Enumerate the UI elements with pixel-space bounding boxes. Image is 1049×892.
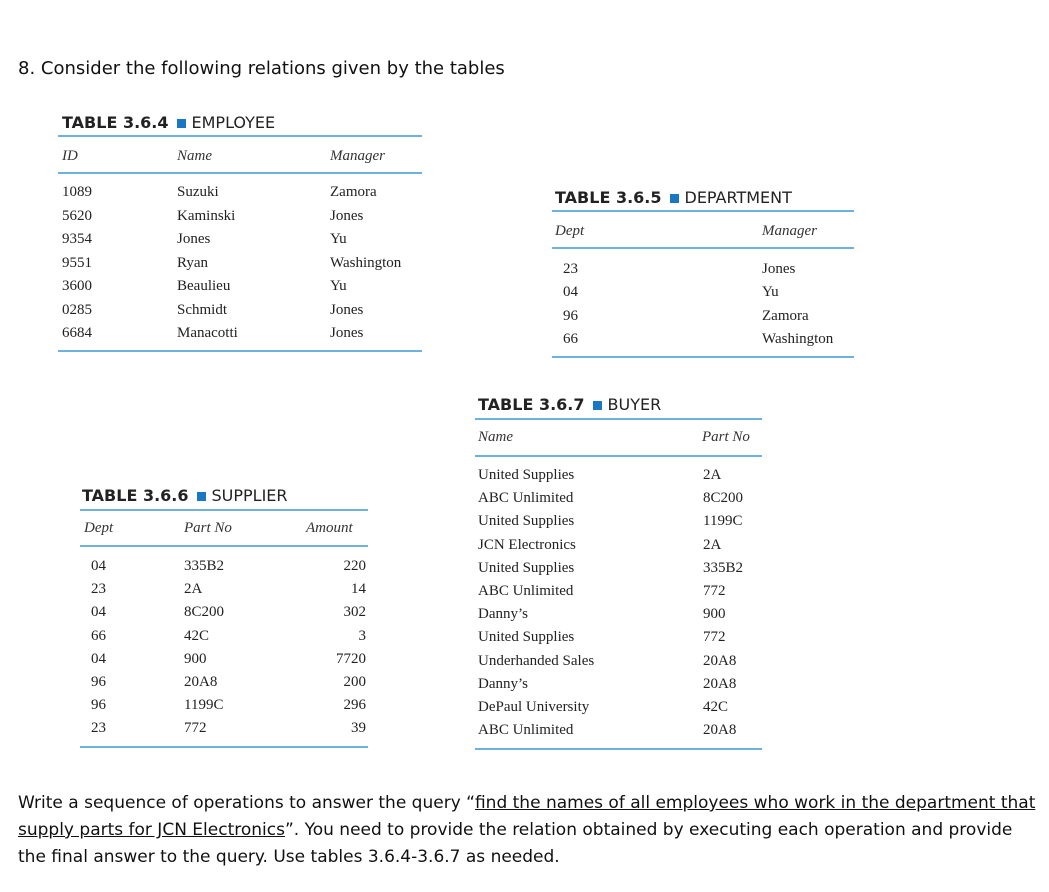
- table-cell: 1089: [62, 184, 92, 200]
- table-cell: 04: [91, 558, 106, 574]
- table-cell: 6684: [62, 325, 92, 341]
- table-cell: 335B2: [703, 559, 744, 576]
- buyer-table-title: [478, 395, 661, 414]
- square-bullet-icon: [670, 194, 679, 203]
- table-rule: [475, 748, 762, 750]
- table-cell: 220: [343, 558, 366, 574]
- table-cell: Jones: [762, 261, 796, 277]
- table-cell: 2A: [703, 467, 722, 483]
- table-cell: 1199C: [184, 697, 224, 714]
- table-rule: [80, 746, 368, 748]
- table-rule: [475, 455, 762, 457]
- table-cell: 1199C: [703, 513, 743, 530]
- instructions-after: ”. You need to provide the relation obtained by executing each operation and provide the final answer to the query. Use tables 3.6.4-3.6.7 as needed.: [18, 820, 1013, 867]
- table-cell: 0285: [62, 301, 92, 318]
- table-cell: 7720: [336, 650, 366, 667]
- table-cell: 66: [91, 627, 106, 644]
- table-label: TABLE 3.6.7: [478, 395, 585, 414]
- table-cell: Beaulieu: [177, 278, 231, 294]
- table-cell: 39: [351, 720, 366, 737]
- table-cell: United Supplies: [478, 559, 575, 576]
- column-header: Name: [478, 429, 513, 445]
- table-cell: 3: [358, 627, 366, 644]
- table-cell: 335B2: [184, 558, 225, 574]
- column-header: Part No: [184, 520, 232, 536]
- table-cell: 96: [91, 674, 106, 690]
- table-cell: 96: [563, 307, 578, 324]
- table-cell: Underhanded Sales: [478, 652, 595, 669]
- instructions-before: Write a sequence of operations to answer the query “: [18, 793, 475, 813]
- table-cell: 04: [91, 650, 106, 667]
- table-cell: Yu: [330, 231, 347, 247]
- employee-table-title: [62, 113, 275, 132]
- column-header: Amount: [306, 520, 353, 536]
- square-bullet-icon: [593, 401, 602, 410]
- instructions-paragraph: [18, 790, 1043, 871]
- table-rule: [552, 356, 854, 358]
- table-cell: Washington: [762, 330, 834, 347]
- table-name: SUPPLIER: [211, 486, 288, 505]
- question-heading: 8. Consider the following relations given by the tables: [18, 58, 505, 79]
- column-header: Manager: [330, 148, 385, 164]
- column-header: Dept: [555, 223, 585, 239]
- table-cell: 2A: [703, 536, 722, 553]
- table-cell: 772: [703, 629, 726, 646]
- table-cell: ABC Unlimited: [478, 490, 574, 507]
- table-rule: [58, 350, 422, 352]
- table-label: TABLE 3.6.4: [62, 113, 169, 132]
- table-cell: United Supplies: [478, 513, 575, 530]
- table-cell: 296: [343, 697, 366, 714]
- table-rule: [552, 210, 854, 212]
- table-cell: 8C200: [703, 490, 744, 507]
- column-header: ID: [62, 148, 78, 164]
- table-cell: 42C: [703, 699, 729, 715]
- table-cell: Ryan: [177, 254, 209, 271]
- table-cell: 04: [563, 284, 578, 301]
- table-cell: Jones: [330, 207, 364, 224]
- table-cell: 20A8: [703, 722, 737, 739]
- department-table-title: [555, 188, 792, 207]
- table-cell: United Supplies: [478, 467, 575, 483]
- table-rule: [80, 545, 368, 547]
- table-cell: 20A8: [703, 652, 737, 669]
- table-cell: 42C: [184, 627, 210, 644]
- table-rule: [58, 172, 422, 174]
- table-cell: ABC Unlimited: [478, 583, 574, 599]
- table-cell: Kaminski: [177, 207, 236, 224]
- table-name: DEPARTMENT: [684, 188, 792, 207]
- table-cell: DePaul University: [478, 699, 590, 715]
- table-cell: 20A8: [184, 674, 218, 690]
- table-cell: 900: [703, 606, 726, 623]
- table-cell: Yu: [330, 278, 347, 294]
- table-label: TABLE 3.6.5: [555, 188, 662, 207]
- table-cell: 200: [343, 674, 366, 690]
- column-header: Manager: [762, 223, 817, 239]
- table-cell: 772: [184, 720, 207, 737]
- table-cell: 3600: [62, 278, 92, 294]
- column-header: Part No: [702, 429, 750, 445]
- table-cell: 302: [343, 604, 366, 621]
- column-header: Name: [177, 148, 212, 164]
- table-cell: 04: [91, 604, 106, 621]
- table-cell: Suzuki: [177, 184, 219, 200]
- table-cell: Zamora: [330, 184, 377, 200]
- table-rule: [58, 135, 422, 137]
- table-cell: 772: [703, 583, 726, 599]
- table-cell: 23: [563, 261, 578, 277]
- table-cell: 8C200: [184, 604, 225, 621]
- table-cell: 23: [91, 581, 106, 598]
- table-cell: Schmidt: [177, 301, 228, 318]
- table-cell: Manacotti: [177, 325, 238, 341]
- table-name: BUYER: [607, 395, 662, 414]
- table-cell: 9551: [62, 254, 92, 271]
- table-cell: 23: [91, 720, 106, 737]
- column-header: Dept: [84, 520, 114, 536]
- table-rule: [475, 418, 762, 420]
- table-cell: JCN Electronics: [478, 536, 576, 553]
- table-cell: 2A: [184, 581, 203, 598]
- query-underlined: find the names of all employees who work in the department that supply parts for JCN Electronics: [18, 793, 1036, 840]
- table-name: EMPLOYEE: [191, 113, 276, 132]
- table-cell: 66: [563, 330, 578, 347]
- table-cell: Jones: [330, 301, 364, 318]
- table-cell: 900: [184, 650, 207, 667]
- table-cell: 9354: [62, 231, 92, 247]
- table-cell: 20A8: [703, 675, 737, 692]
- table-cell: Danny’s: [478, 675, 528, 692]
- table-cell: 14: [351, 581, 366, 598]
- table-rule: [80, 509, 368, 511]
- table-cell: Danny’s: [478, 606, 528, 623]
- table-cell: United Supplies: [478, 629, 575, 646]
- table-rule: [552, 247, 854, 249]
- table-cell: Zamora: [762, 307, 809, 324]
- table-cell: Washington: [330, 254, 402, 271]
- table-cell: Jones: [330, 325, 364, 341]
- table-label: TABLE 3.6.6: [82, 486, 189, 505]
- table-cell: 96: [91, 697, 106, 714]
- table-cell: ABC Unlimited: [478, 722, 574, 739]
- table-cell: 5620: [62, 207, 92, 224]
- square-bullet-icon: [197, 492, 206, 501]
- table-cell: Yu: [762, 284, 779, 301]
- table-cell: Jones: [177, 231, 211, 247]
- square-bullet-icon: [177, 119, 186, 128]
- supplier-table-title: [82, 486, 288, 505]
